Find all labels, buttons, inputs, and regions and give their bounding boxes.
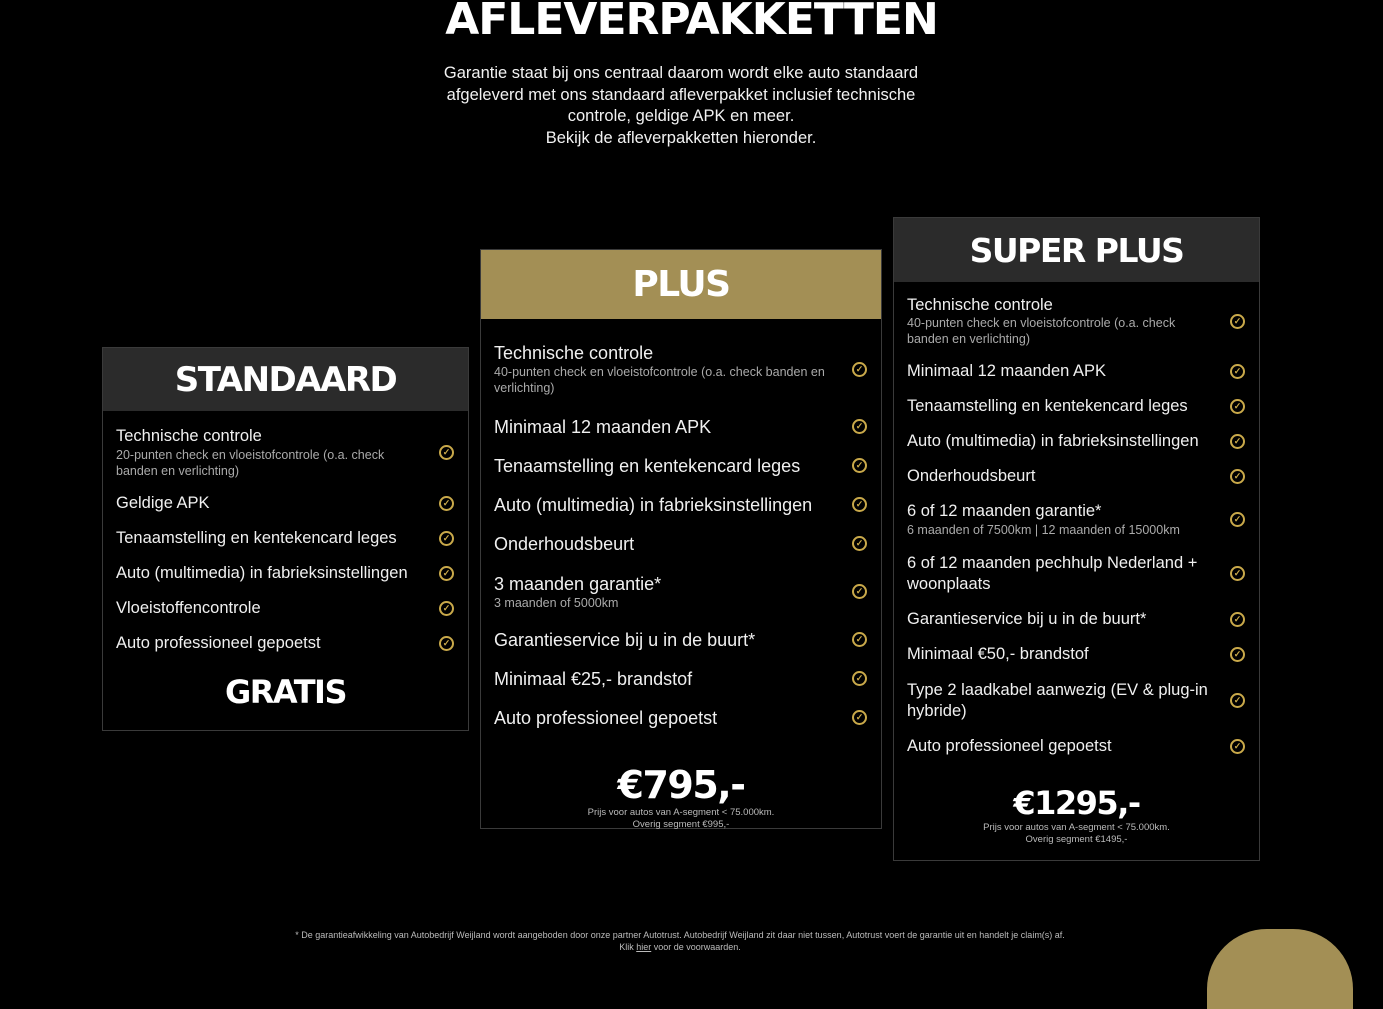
footnote bbox=[290, 929, 1070, 953]
feature-item bbox=[894, 637, 1259, 672]
feature-item bbox=[894, 545, 1259, 602]
chat-button[interactable] bbox=[1207, 929, 1353, 1009]
feature-label: Garantieservice bij u in de buurt* bbox=[907, 610, 1147, 629]
check-circle-icon: ✓ bbox=[852, 632, 867, 647]
check-circle-icon: ✓ bbox=[852, 458, 867, 473]
feature-detail: 20-punten check en vloeistofcontrole (o.a. check banden en verlichting) bbox=[116, 447, 385, 478]
feature-label: 6 of 12 maanden pechhulp Nederland + woonplaats bbox=[907, 554, 1198, 593]
check-circle-icon: ✓ bbox=[439, 496, 454, 511]
feature-label: Auto professioneel gepoetst bbox=[494, 707, 718, 728]
check-circle-icon: ✓ bbox=[852, 584, 867, 599]
feature-label: Technische controle bbox=[907, 295, 1053, 314]
feature-label: Minimaal €25,- brandstof bbox=[494, 668, 693, 689]
feature-item bbox=[481, 563, 881, 620]
feature-item bbox=[481, 698, 881, 737]
feature-label: 6 of 12 maanden garantie* bbox=[907, 502, 1102, 521]
check-circle-icon: ✓ bbox=[1230, 739, 1245, 754]
feature-detail: 40-punten check en vloeistofcontrole (o.a. check banden en verlichting) bbox=[907, 316, 1176, 347]
feature-item bbox=[894, 288, 1259, 354]
feature-label: Onderhoudsbeurt bbox=[907, 467, 1036, 486]
page-title: AFLEVERPAKKETTEN bbox=[445, 0, 938, 45]
package-title: SUPER PLUS bbox=[894, 218, 1259, 282]
package-title: PLUS bbox=[481, 250, 881, 319]
feature-item bbox=[103, 486, 468, 521]
feature-item bbox=[481, 446, 881, 485]
feature-label: Minimaal 12 maanden APK bbox=[494, 416, 712, 437]
feature-item bbox=[481, 524, 881, 563]
feature-item bbox=[103, 591, 468, 626]
feature-item bbox=[894, 494, 1259, 545]
feature-detail: 6 maanden of 7500km | 12 maanden of 15000km bbox=[907, 522, 1180, 537]
feature-item bbox=[894, 729, 1259, 764]
check-circle-icon: ✓ bbox=[1230, 314, 1245, 329]
package-card-super-plus bbox=[893, 217, 1260, 861]
package-title: STANDAARD bbox=[103, 348, 468, 411]
intro-line: controle, geldige APK en meer. bbox=[567, 107, 795, 125]
feature-label: Tenaamstelling en kentekencard leges bbox=[494, 455, 801, 476]
feature-item bbox=[894, 459, 1259, 494]
feature-label: 3 maanden garantie* bbox=[494, 573, 662, 594]
feature-item bbox=[481, 485, 881, 524]
check-circle-icon: ✓ bbox=[1230, 512, 1245, 527]
check-circle-icon: ✓ bbox=[852, 497, 867, 512]
check-circle-icon: ✓ bbox=[852, 419, 867, 434]
package-price: €795,- bbox=[617, 763, 745, 807]
check-circle-icon: ✓ bbox=[439, 445, 454, 460]
feature-item bbox=[481, 620, 881, 659]
feature-item bbox=[894, 672, 1259, 729]
package-card-standaard bbox=[102, 347, 469, 731]
check-circle-icon: ✓ bbox=[439, 636, 454, 651]
feature-label: Technische controle bbox=[494, 343, 654, 363]
package-price: €1295,- bbox=[1013, 784, 1140, 822]
check-circle-icon: ✓ bbox=[852, 362, 867, 377]
feature-item bbox=[481, 659, 881, 698]
feature-item bbox=[103, 521, 468, 556]
check-circle-icon: ✓ bbox=[1230, 693, 1245, 708]
feature-item bbox=[103, 626, 468, 661]
feature-label: Auto (multimedia) in fabrieksinstellingen bbox=[116, 564, 408, 583]
check-circle-icon: ✓ bbox=[1230, 647, 1245, 662]
feature-item bbox=[103, 419, 468, 486]
feature-item bbox=[894, 602, 1259, 637]
footnote-text: * De garantieafwikkeling van Autobedrijf Weijland wordt aangeboden door onze partner Autotrust. Autobedrijf Weijland zit daar niet tussen, Autotrust voert de garantie uit en handelt je claim(s) af. Klik bbox=[295, 930, 1065, 952]
intro-line: afgeleverd met ons standaard afleverpakket inclusief technische bbox=[446, 85, 916, 104]
check-circle-icon: ✓ bbox=[1230, 399, 1245, 414]
check-circle-icon: ✓ bbox=[1230, 364, 1245, 379]
check-circle-icon: ✓ bbox=[1230, 434, 1245, 449]
feature-label: Type 2 laadkabel aanwezig (EV & plug-in hybride) bbox=[907, 681, 1208, 720]
feature-item bbox=[894, 354, 1259, 389]
check-circle-icon: ✓ bbox=[1230, 612, 1245, 627]
check-circle-icon: ✓ bbox=[1230, 469, 1245, 484]
feature-detail: 3 maanden of 5000km bbox=[494, 595, 619, 610]
check-circle-icon: ✓ bbox=[439, 601, 454, 616]
check-circle-icon: ✓ bbox=[852, 710, 867, 725]
feature-label: Tenaamstelling en kentekencard leges bbox=[907, 397, 1188, 416]
check-circle-icon: ✓ bbox=[439, 531, 454, 546]
price-note-line: Overig segment €995,- bbox=[632, 819, 730, 830]
price-note-line: Overig segment €1495,- bbox=[1025, 834, 1128, 845]
check-circle-icon: ✓ bbox=[852, 536, 867, 551]
feature-label: Vloeistoffencontrole bbox=[116, 599, 261, 618]
feature-item bbox=[481, 407, 881, 446]
intro-line: Bekijk de afleverpakketten hieronder. bbox=[545, 128, 817, 147]
price-note-line: Prijs voor autos van A-segment < 75.000km. bbox=[587, 807, 775, 818]
package-card-plus bbox=[480, 249, 882, 829]
package-price: GRATIS bbox=[225, 673, 346, 711]
feature-label: Garantieservice bij u in de buurt* bbox=[494, 629, 756, 650]
feature-label: Auto (multimedia) in fabrieksinstellingen bbox=[494, 494, 813, 515]
check-circle-icon: ✓ bbox=[852, 671, 867, 686]
feature-label: Auto professioneel gepoetst bbox=[116, 634, 321, 653]
price-note bbox=[481, 807, 881, 831]
intro-text bbox=[391, 63, 971, 149]
feature-label: Technische controle bbox=[116, 427, 262, 446]
conditions-link[interactable]: hier bbox=[636, 942, 652, 952]
price-note-line: Prijs voor autos van A-segment < 75.000km. bbox=[983, 822, 1170, 833]
feature-label: Onderhoudsbeurt bbox=[494, 533, 635, 554]
check-circle-icon: ✓ bbox=[439, 566, 454, 581]
feature-label: Tenaamstelling en kentekencard leges bbox=[116, 529, 397, 548]
feature-label: Minimaal €50,- brandstof bbox=[907, 645, 1089, 664]
feature-label: Auto professioneel gepoetst bbox=[907, 737, 1112, 756]
price-note bbox=[894, 822, 1259, 846]
feature-label: Geldige APK bbox=[116, 494, 210, 513]
feature-label: Auto (multimedia) in fabrieksinstellingen bbox=[907, 432, 1199, 451]
intro-line: Garantie staat bij ons centraal daarom wordt elke auto standaard bbox=[443, 64, 919, 82]
feature-item bbox=[103, 556, 468, 591]
feature-item bbox=[894, 424, 1259, 459]
feature-detail: 40-punten check en vloeistofcontrole (o.a. check banden en verlichting) bbox=[494, 365, 825, 395]
feature-label: Minimaal 12 maanden APK bbox=[907, 362, 1107, 381]
footnote-text-end: voor de voorwaarden. bbox=[651, 942, 741, 952]
feature-item bbox=[481, 331, 881, 407]
feature-item bbox=[894, 389, 1259, 424]
check-circle-icon: ✓ bbox=[1230, 566, 1245, 581]
